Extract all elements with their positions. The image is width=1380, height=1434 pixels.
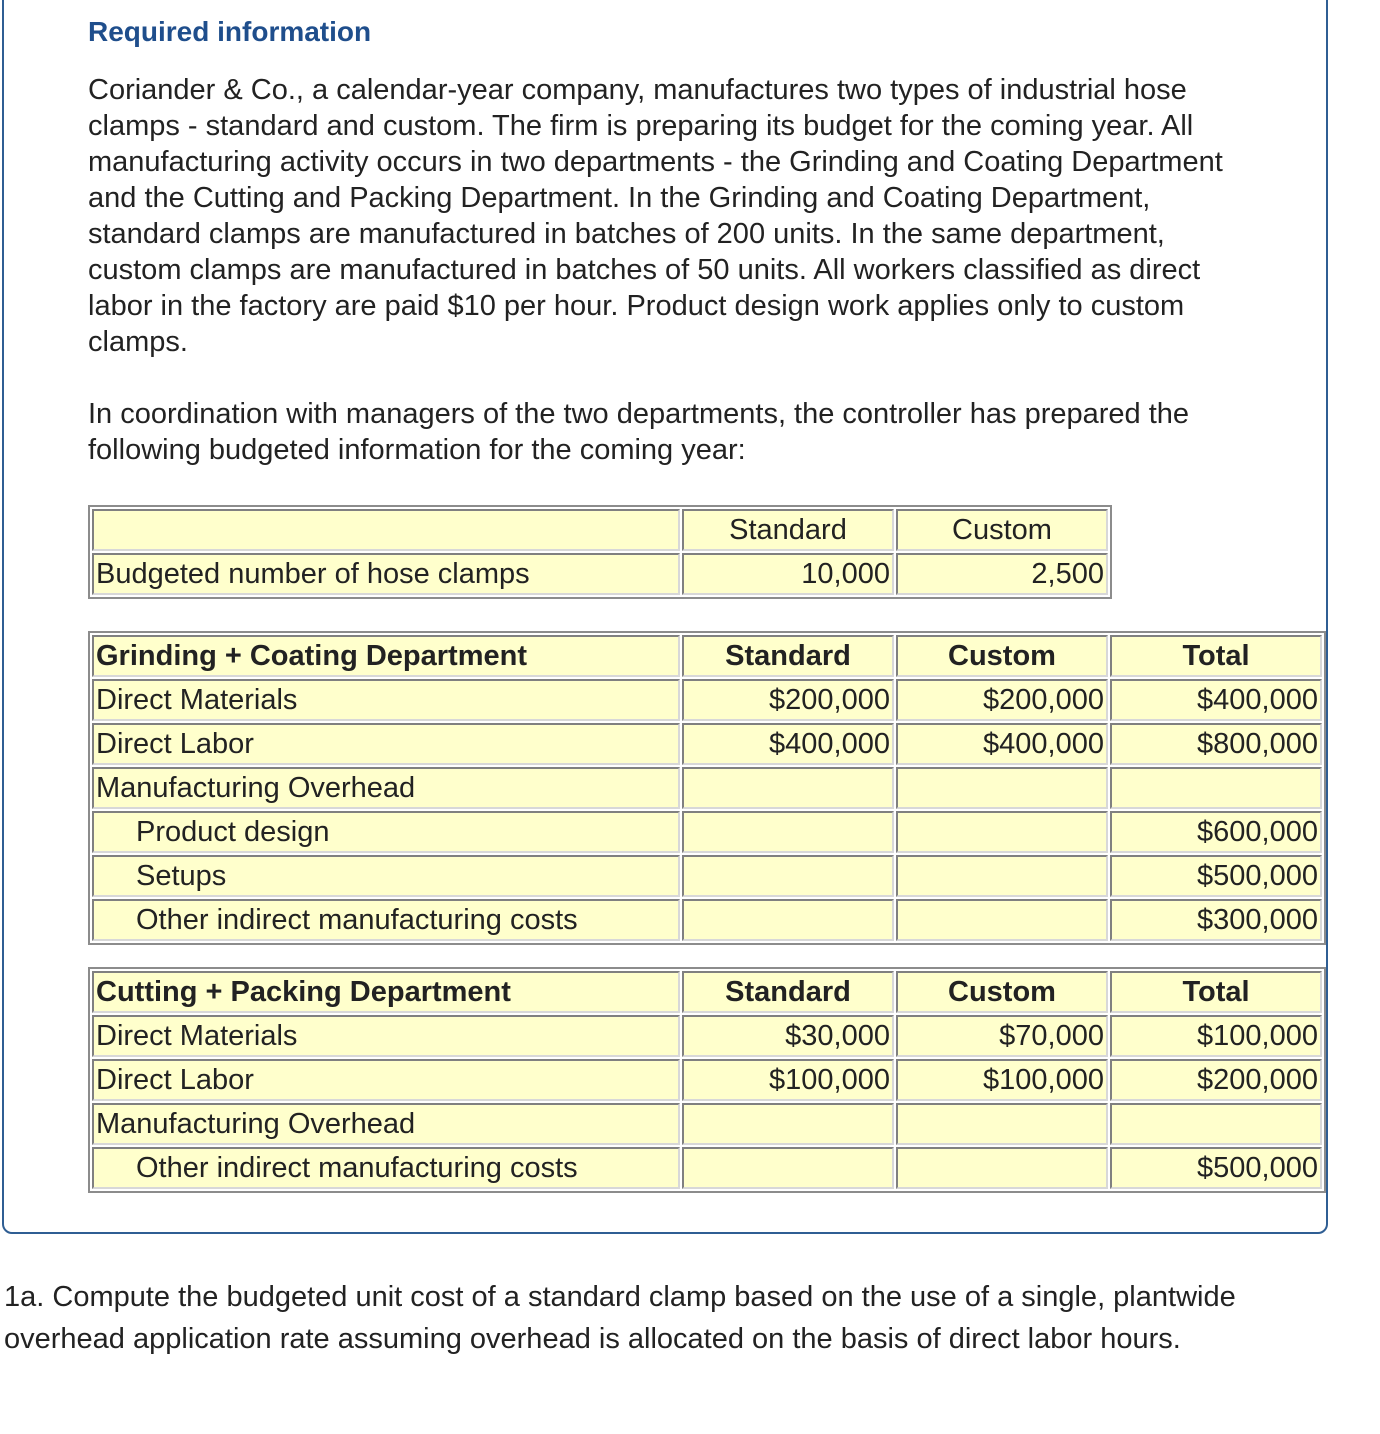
total-value: $400,000 [1110, 679, 1322, 721]
table-row [92, 1015, 1322, 1057]
total-value: $500,000 [1110, 1147, 1322, 1189]
header-total: Total [1110, 635, 1322, 677]
table-header-row [92, 509, 1108, 551]
standard-value [682, 855, 894, 897]
custom-value [896, 899, 1108, 941]
custom-value [896, 811, 1108, 853]
row-label: Manufacturing Overhead [92, 767, 680, 809]
table-row [92, 811, 1322, 853]
budgeted-volume-table [88, 505, 1112, 599]
header-standard: Standard [682, 635, 894, 677]
standard-value [682, 1147, 894, 1189]
total-value: $100,000 [1110, 1015, 1322, 1057]
department-heading: Cutting + Packing Department [92, 971, 680, 1013]
row-label: Other indirect manufacturing costs [92, 899, 680, 941]
custom-value: 2,500 [896, 553, 1108, 595]
standard-value: $100,000 [682, 1059, 894, 1101]
custom-value [896, 1103, 1108, 1145]
total-value [1110, 767, 1322, 809]
row-label: Direct Labor [92, 1059, 680, 1101]
intro-paragraph: Coriander & Co., a calendar-year company, manufactures two types of industrial hose clamps - standard and custom. The firm is preparing its budget for the coming year. All manufacturing activity occurs in two departments - the Grinding and Coating Department and the Cutting and Packing Department. In the Grinding and Coating Department, standard clamps are manufactured in batches of 200 units. In the same department, custom clamps are manufactured in batches of 50 units. All workers classified as direct labor in the factory are paid $10 per hour. Product design work applies only to custom clamps. [88, 74, 1223, 358]
question-prompt: 1a. Compute the budgeted unit cost of a standard clamp based on the use of a single, plantwide overhead application rate assuming overhead is allocated on the basis of direct labor hours. [4, 1281, 1236, 1355]
custom-value: $200,000 [896, 679, 1108, 721]
standard-value [682, 1103, 894, 1145]
header-standard: Standard [682, 509, 894, 551]
header-empty-cell [92, 509, 680, 551]
table-row [92, 679, 1322, 721]
header-standard: Standard [682, 971, 894, 1013]
standard-value: $400,000 [682, 723, 894, 765]
row-label: Direct Materials [92, 1015, 680, 1057]
standard-value [682, 899, 894, 941]
table-header-row [92, 971, 1322, 1013]
total-value: $300,000 [1110, 899, 1322, 941]
row-label: Manufacturing Overhead [92, 1103, 680, 1145]
standard-value [682, 811, 894, 853]
table-row [92, 767, 1322, 809]
standard-value: $30,000 [682, 1015, 894, 1057]
table-row [92, 1147, 1322, 1189]
custom-value [896, 767, 1108, 809]
total-value: $200,000 [1110, 1059, 1322, 1101]
row-label: Setups [92, 855, 680, 897]
department-heading: Grinding + Coating Department [92, 635, 680, 677]
total-value: $600,000 [1110, 811, 1322, 853]
header-custom: Custom [896, 509, 1108, 551]
custom-value: $70,000 [896, 1015, 1108, 1057]
table-row [92, 1059, 1322, 1101]
table-row [92, 1103, 1322, 1145]
row-label: Other indirect manufacturing costs [92, 1147, 680, 1189]
header-custom: Custom [896, 635, 1108, 677]
grinding-coating-table [88, 631, 1326, 945]
header-custom: Custom [896, 971, 1108, 1013]
table-row [92, 553, 1108, 595]
custom-value: $100,000 [896, 1059, 1108, 1101]
standard-value: $200,000 [682, 679, 894, 721]
table-row [92, 899, 1322, 941]
standard-value: 10,000 [682, 553, 894, 595]
table-header-row [92, 635, 1322, 677]
total-value: $800,000 [1110, 723, 1322, 765]
cutting-packing-table [88, 967, 1326, 1193]
total-value: $500,000 [1110, 855, 1322, 897]
custom-value [896, 855, 1108, 897]
table-row [92, 855, 1322, 897]
custom-value [896, 1147, 1108, 1189]
custom-value: $400,000 [896, 723, 1108, 765]
coordination-paragraph: In coordination with managers of the two departments, the controller has prepared the following budgeted information for the coming year: [88, 398, 1190, 466]
row-label: Direct Labor [92, 723, 680, 765]
total-value [1110, 1103, 1322, 1145]
row-label: Direct Materials [92, 679, 680, 721]
row-label: Budgeted number of hose clamps [92, 553, 680, 595]
standard-value [682, 767, 894, 809]
row-label: Product design [92, 811, 680, 853]
header-total: Total [1110, 971, 1322, 1013]
table-row [92, 723, 1322, 765]
required-information-title: Required information [88, 16, 372, 47]
